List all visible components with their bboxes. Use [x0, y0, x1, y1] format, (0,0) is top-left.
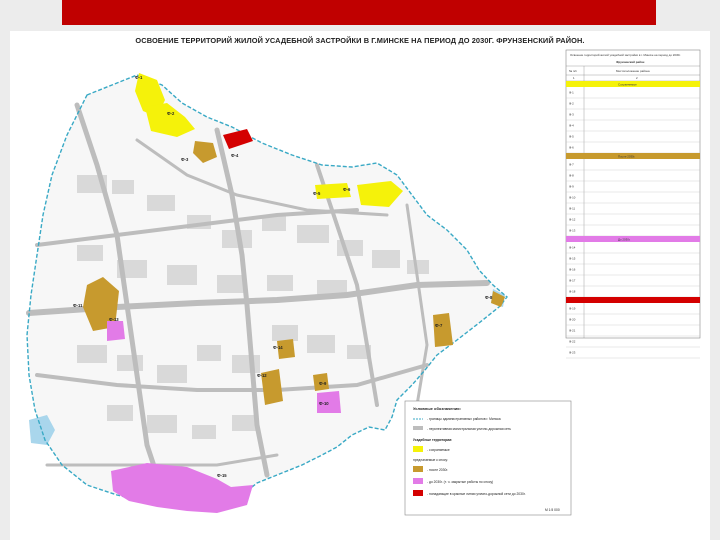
zone-label: Ф-6 [343, 187, 351, 192]
table-row-id: Ф-18 [569, 289, 576, 294]
legend-label: - сохраняемые [427, 448, 450, 452]
table-row-id: Ф-22 [569, 339, 576, 344]
table-row-id: Ф-14 [569, 245, 576, 250]
table-row-id: Ф-2 [569, 101, 574, 106]
table-row-id: Ф-23 [569, 350, 576, 355]
zone-label: Ф-9 [319, 381, 327, 386]
legend-label: - до 2030г. (т. ч. закрытые работы по сносу) [427, 480, 494, 484]
table-section-name: До 2030г. [618, 237, 631, 242]
table-row-id: Ф-5 [569, 134, 574, 139]
table-row-id: Ф-4 [569, 123, 574, 128]
table-row-id: Ф-6 [569, 145, 574, 150]
legend-label: предлагаемые к сносу: [413, 458, 449, 462]
table-row-id: Ф-10 [569, 195, 576, 200]
col-number: 2 [636, 76, 638, 80]
zone-label: Ф-14 [273, 345, 283, 350]
zone-label: Ф-1 [135, 75, 143, 80]
title-accent-bar [62, 0, 656, 25]
table-row-id: Ф-19 [569, 306, 576, 311]
table-row-id: Ф-17 [569, 278, 576, 283]
zone-label: Ф-2 [167, 111, 175, 116]
legend-title: Условные обозначения: [413, 406, 461, 411]
legend-label: - попадающие в красные линии улично-дорожной сети до 2030г. [427, 492, 526, 496]
map-sheet [10, 31, 710, 540]
table-row-id: Ф-12 [569, 217, 576, 222]
district-map[interactable] [17, 45, 565, 540]
legend-label: - границы административных районов г. Минска [427, 417, 501, 421]
col-number: 1 [573, 76, 575, 80]
legend-label: - после 2030г. [427, 468, 449, 472]
table-row-id: Ф-21 [569, 328, 576, 333]
zone-label: Ф-4 [231, 153, 239, 158]
table-row-id: Ф-3 [569, 112, 574, 117]
table-section-name: Сохраняемые [618, 82, 637, 87]
table-row-id: Ф-15 [569, 256, 576, 261]
zone-label: Ф-15 [217, 473, 227, 478]
col-no-header: № п/п [569, 69, 577, 73]
zone-label: Ф-12 [257, 373, 267, 378]
map-legend [405, 401, 571, 515]
legend-label: - перспективная магистральная улично-дорожная сеть [427, 427, 511, 431]
table-section-name: После 2030г. [618, 154, 636, 159]
table-row-id: Ф-1 [569, 90, 574, 95]
col-name-header: Местоположение района [616, 69, 650, 73]
zone-label: Ф-7 [435, 323, 443, 328]
table-row-id: Ф-20 [569, 317, 576, 322]
zone-label: Ф-8 [485, 295, 493, 300]
zones-table [566, 50, 700, 355]
zone-label: Ф-5 [313, 191, 321, 196]
table-row-id: Ф-8 [569, 173, 574, 178]
table-subtitle: Фрунзенский район [616, 60, 645, 64]
table-section-band [566, 297, 700, 303]
zone-label: Ф-3 [181, 157, 189, 162]
table-section-band [566, 236, 700, 242]
legend-label: Усадебные территории: [413, 438, 453, 442]
map-scale: М 1:5 000 [545, 508, 560, 512]
table-row-id: Ф-9 [569, 184, 574, 189]
table-row-id: Ф-11 [569, 206, 576, 211]
table-row-id: Ф-7 [569, 162, 574, 167]
zone-label: Ф-13 [109, 317, 119, 322]
map-title: ОСВОЕНИЕ ТЕРРИТОРИЙ ЖИЛОЙ УСАДЕБНОЙ ЗАСТРОЙКИ В Г.МИНСКЕ НА ПЕРИОД ДО 2030Г. ФРУНЗЕНСКИЙ РАЙОН. [135, 36, 585, 45]
zone-label: Ф-10 [319, 401, 329, 406]
table-row-id: Ф-16 [569, 267, 576, 272]
zone-label: Ф-11 [73, 303, 83, 308]
table-row-id: Ф-13 [569, 228, 576, 233]
table-title: Освоение территорий жилой усадебной застройки в г. Минске на период до 2030г. [570, 53, 681, 57]
zone-F13[interactable] [107, 321, 125, 341]
